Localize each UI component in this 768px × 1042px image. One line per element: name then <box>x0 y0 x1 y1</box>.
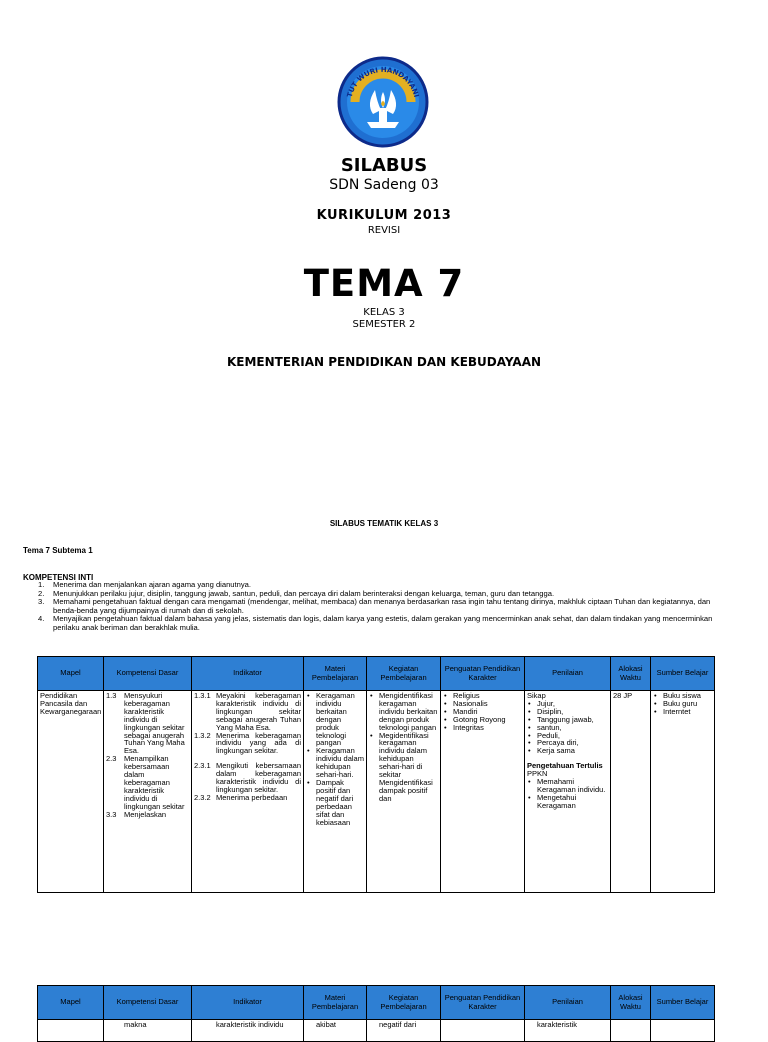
cell-karakter <box>441 1020 525 1042</box>
materi-item: • Dampak positif dan negatif dari perbedaan sifat dan kebiasaan <box>306 779 364 826</box>
karakter-item: • Nasionalis <box>443 700 522 708</box>
sikap-item: • Kerja sama <box>527 747 608 755</box>
col-header-materi: Materi Pembelajaran <box>304 657 367 691</box>
school-name: SDN Sadeng 03 <box>329 177 439 193</box>
col-header-kegiatan: Kegiatan Pembelajaran <box>367 986 441 1020</box>
sikap-item: • Tanggung jawab, <box>527 716 608 724</box>
revisi-label: REVISI <box>367 225 401 236</box>
cell-indikator <box>192 691 304 893</box>
sikap-item: • santun, <box>527 724 608 732</box>
materi-item: • Keragaman individu berkaitan dengan produk teknologi pangan <box>306 692 364 747</box>
kd-item: 3.3 Menjelaskan <box>106 809 167 819</box>
cell-kegiatan <box>367 691 441 893</box>
indikator-item: 2.3.1 Mengikuti kebersamaan dalam keberagaman karakteristik individu di lingkungan sekitar. <box>194 761 301 794</box>
sikap-item: • Jujur, <box>527 700 608 708</box>
col-header-karakter: Penguatan Pendidikan Karakter <box>441 986 525 1020</box>
materi-item: • Keragaman individu dalam kehidupan sehari-hari. <box>306 747 364 779</box>
kelas-semester <box>0 307 768 331</box>
col-header-materi: Materi Pembelajaran <box>304 986 367 1020</box>
ppkn-item: • Mengetahui Keragaman <box>527 794 608 810</box>
ki-item: 1. Menerima dan menjalankan ajaran agama yang dianutnya. <box>38 580 251 589</box>
col-header-kd: Kompetensi Dasar <box>104 657 192 691</box>
ki-heading: KOMPETENSI INTI <box>23 573 94 582</box>
ppkn-item: • Memahami Keragaman individu. <box>527 778 608 794</box>
col-header-penilaian: Penilaian <box>525 986 611 1020</box>
sikap-item: • Percaya diri, <box>527 739 608 747</box>
table-header-row <box>38 986 715 1020</box>
pengetahuan-label: Pengetahuan Tertulis <box>527 761 603 771</box>
karakter-item: • Religius <box>443 692 522 700</box>
cell-materi <box>304 691 367 893</box>
ki-list <box>23 581 728 633</box>
sikap-item: • Disiplin, <box>527 708 608 716</box>
silabus-table <box>37 656 715 893</box>
section-title: SILABUS TEMATIK KELAS 3 <box>329 519 439 528</box>
cell-penilaian <box>525 691 611 893</box>
kelas-label: KELAS 3 <box>363 307 405 318</box>
ki-item: 4. Menyajikan pengetahuan faktual dalam bahasa yang jelas, sistematis dan logis, dalam karya yang estetis, dalam gerakan yang mencerminkan anak sehat, dan dalam tindakan yang mencerminkan perilaku anak beriman dan berakhlak mulia. <box>38 614 713 632</box>
kd-item: 2.3 Menampilkan kebersamaan dalam keberagaman karakteristik individu di lingkungan sekitar <box>106 754 185 811</box>
kurikulum-label: KURIKULUM 2013 <box>316 208 452 223</box>
col-header-alokasi: Alokasi Waktu <box>611 986 651 1020</box>
karakter-item: • Mandiri <box>443 708 522 716</box>
cell-alokasi: 28 JP <box>611 691 651 893</box>
ppkn-label: PPKN <box>527 769 548 779</box>
col-header-alokasi: Alokasi Waktu <box>611 657 651 691</box>
subtema-label: Tema 7 Subtema 1 <box>23 546 93 555</box>
kementerian-label: KEMENTERIAN PENDIDIKAN DAN KEBUDAYAAN <box>226 355 542 369</box>
sikap-label: Sikap <box>527 691 546 700</box>
karakter-item: • Gotong Royong <box>443 716 522 724</box>
cover-title: SILABUS <box>340 155 428 176</box>
silabus-table-continued <box>37 985 715 1042</box>
sumber-item: • Buku siswa <box>653 692 712 700</box>
table-header-row <box>38 657 715 691</box>
semester-label: SEMESTER 2 <box>352 319 416 330</box>
cell-karakter <box>441 691 525 893</box>
table-row <box>38 691 715 893</box>
col-header-indikator: Indikator <box>192 986 304 1020</box>
col-header-mapel: Mapel <box>38 986 104 1020</box>
sikap-item: • Peduli, <box>527 732 608 740</box>
col-header-kegiatan: Kegiatan Pembelajaran <box>367 657 441 691</box>
col-header-indikator: Indikator <box>192 657 304 691</box>
ki-item: 3. Memahami pengetahuan faktual dengan cara mengamati (mendengar, melihat, membaca) dan menanya berdasarkan rasa ingin tahu tentang dirinya, makhluk ciptaan Tuhan dan kegiatannya, dan benda-benda yang dijumpainya di rumah dan di sekolah. <box>38 597 711 615</box>
cell-sumber <box>651 691 715 893</box>
sumber-item: • Interntet <box>653 708 712 716</box>
tut-wuri-handayani-logo <box>333 52 433 152</box>
col-header-penilaian: Penilaian <box>525 657 611 691</box>
cell-kd: makna <box>104 1020 192 1042</box>
col-header-sumber: Sumber Belajar <box>651 657 715 691</box>
cell-kegiatan: negatif dari <box>367 1020 441 1042</box>
indikator-item: 1.3.2 Menerima keberagaman individu yang ada di lingkungan sekitar. <box>194 730 301 756</box>
kegiatan-item: • Megidentifikasi keragaman individu dalam kehidupan sehari-hari di sekitar Mengidentifikasi dampak positif dan <box>369 732 438 803</box>
cell-indikator: karakteristik individu <box>192 1020 304 1042</box>
cell-mapel: Pendidikan Pancasila dan Kewarganegaraan <box>38 691 104 893</box>
cell-mapel <box>38 1020 104 1042</box>
tema-title: TEMA 7 <box>303 262 465 305</box>
indikator-item: 2.3.2 Menerima perbedaan <box>194 792 288 802</box>
indikator-item: 1.3.1 Meyakini keberagaman karakteristik individu di lingkungan sekitar sebagai anugerah Tuhan Yang Maha Esa. <box>194 691 301 732</box>
col-header-karakter: Penguatan Pendidikan Karakter <box>441 657 525 691</box>
cell-sumber <box>651 1020 715 1042</box>
cell-penilaian: karakteristik <box>525 1020 611 1042</box>
col-header-kd: Kompetensi Dasar <box>104 986 192 1020</box>
col-header-mapel: Mapel <box>38 657 104 691</box>
table-row <box>38 1020 715 1042</box>
ki-item: 2. Menunjukkan perilaku jujur, disiplin, tanggung jawab, santun, peduli, dan percaya diri dalam berinteraksi dengan keluarga, teman, guru dan tetangga. <box>38 588 555 598</box>
cell-kd <box>104 691 192 893</box>
cell-alokasi <box>611 1020 651 1042</box>
kd-item: 1.3 Mensyukuri keberagaman karakteristik individu di lingkungan sekitar sebagai anugerah Tuhan Yang Maha Esa. <box>106 691 185 756</box>
kegiatan-item: • Mengidentifikasi keragaman individu berkaitan dengan produk teknologi pangan <box>369 692 438 732</box>
karakter-item: • Integritas <box>443 724 522 732</box>
sumber-item: • Buku guru <box>653 700 712 708</box>
col-header-sumber: Sumber Belajar <box>651 986 715 1020</box>
svg-text:TUT WURI HANDAYANI: TUT WURI HANDAYANI <box>345 65 421 99</box>
cell-materi: akibat <box>304 1020 367 1042</box>
